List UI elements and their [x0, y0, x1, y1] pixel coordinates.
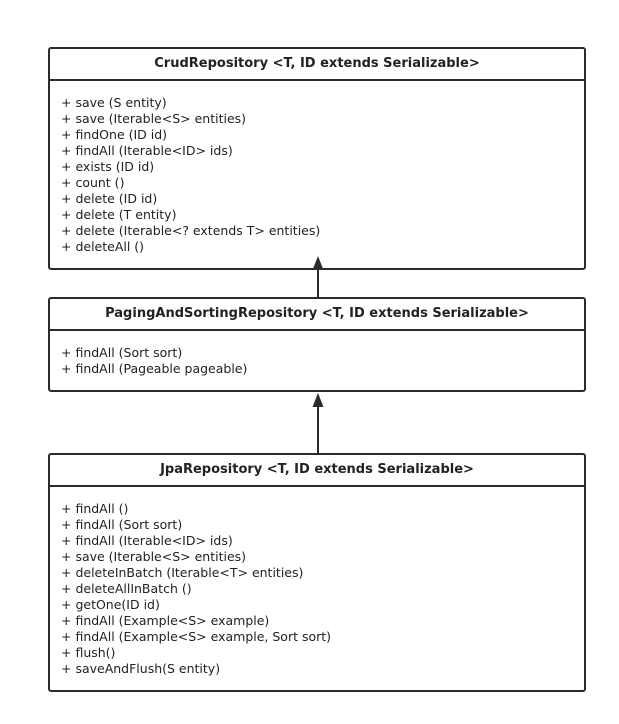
method-item: + saveAndFlush(S entity)	[61, 661, 221, 676]
method-item: + findAll (Iterable<ID> ids)	[61, 143, 233, 158]
method-item: + save (Iterable<S> entities)	[61, 549, 247, 564]
arrowhead-icon	[313, 393, 324, 407]
class-title: PagingAndSortingRepository <T, ID extends Serializable>	[50, 299, 584, 331]
method-item: + delete (ID id)	[61, 191, 158, 206]
method-item: + delete (Iterable<? extends T> entities)	[61, 223, 321, 238]
method-item: + findAll (Iterable<ID> ids)	[61, 533, 233, 548]
method-item: + deleteAll ()	[61, 239, 145, 254]
method-item: + findAll (Example<S> example)	[61, 613, 270, 628]
method-item: + findAll (Sort sort)	[61, 345, 183, 360]
method-item: + flush()	[61, 645, 116, 660]
method-item: + deleteInBatch (Iterable<T> entities)	[61, 565, 304, 580]
method-item: + count ()	[61, 175, 125, 190]
method-item: + findAll (Pageable pageable)	[61, 361, 248, 376]
method-item: + findAll (Example<S> example, Sort sort)	[61, 629, 332, 644]
method-item: + findAll (Sort sort)	[61, 517, 183, 532]
method-item: + save (Iterable<S> entities)	[61, 111, 247, 126]
paging-extends-crud-arrow	[313, 256, 324, 297]
method-item: + deleteAllInBatch ()	[61, 581, 192, 596]
jpa-extends-paging-arrow	[313, 393, 324, 453]
class-title: JpaRepository <T, ID extends Serializable>	[50, 455, 584, 487]
arrowhead-icon	[313, 256, 324, 270]
method-item: + save (S entity)	[61, 95, 167, 110]
method-item: + findAll ()	[61, 501, 129, 516]
method-item: + exists (ID id)	[61, 159, 155, 174]
method-item: + delete (T entity)	[61, 207, 177, 222]
method-item: + findOne (ID id)	[61, 127, 168, 142]
method-item: + getOne(ID id)	[61, 597, 160, 612]
class-title: CrudRepository <T, ID extends Serializable>	[50, 49, 584, 81]
